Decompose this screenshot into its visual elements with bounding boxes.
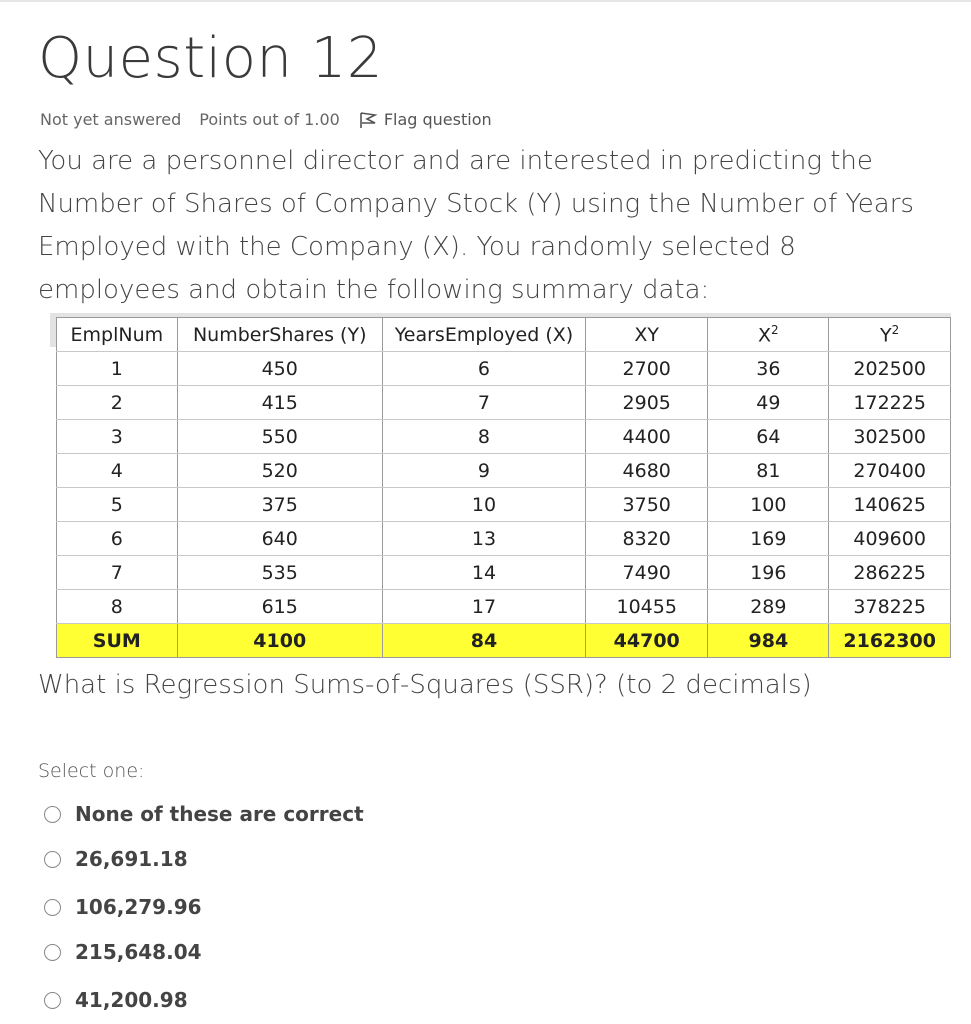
question-title: Question 12 [38, 26, 384, 91]
cell-x-squared: 49 [708, 386, 829, 420]
table-row [57, 488, 951, 522]
cell-x-squared: 169 [708, 522, 829, 556]
flag-question-label: Flag question [383, 110, 492, 129]
summary-data-table [56, 317, 951, 658]
table-row [57, 454, 951, 488]
table-row [57, 556, 951, 590]
option-4[interactable] [44, 940, 202, 964]
cell-x-squared: 36 [708, 352, 829, 386]
sum-cell-x-squared: 984 [708, 624, 829, 658]
cell-y-squared: 202500 [829, 352, 951, 386]
cell-numbershares: 415 [177, 386, 382, 420]
top-divider [0, 0, 971, 2]
flag-question-button[interactable] [358, 110, 492, 129]
table-row [57, 522, 951, 556]
cell-x-squared: 81 [708, 454, 829, 488]
option-none-correct[interactable] [44, 802, 364, 826]
cell-y-squared: 286225 [829, 556, 951, 590]
radio-button[interactable] [44, 806, 61, 823]
option-3[interactable] [44, 895, 202, 919]
option-label: 106,279.96 [75, 895, 202, 919]
option-label: None of these are correct [75, 802, 364, 826]
cell-emplnum: 2 [57, 386, 178, 420]
radio-button[interactable] [44, 851, 61, 868]
radio-button[interactable] [44, 992, 61, 1009]
cell-numbershares: 550 [177, 420, 382, 454]
cell-emplnum: 4 [57, 454, 178, 488]
sum-cell-emplnum: SUM [57, 624, 178, 658]
table-row [57, 420, 951, 454]
cell-y-squared: 378225 [829, 590, 951, 624]
cell-emplnum: 5 [57, 488, 178, 522]
cell-numbershares: 375 [177, 488, 382, 522]
cell-numbershares: 450 [177, 352, 382, 386]
header-x-squared: $X^2$ [708, 318, 829, 352]
option-5[interactable] [44, 988, 188, 1012]
cell-numbershares: 640 [177, 522, 382, 556]
cell-yearsemployed: 14 [382, 556, 585, 590]
cell-y-squared: 140625 [829, 488, 951, 522]
cell-xy: 2700 [586, 352, 708, 386]
cell-y-squared: 172225 [829, 386, 951, 420]
table-row [57, 352, 951, 386]
sum-cell-y-squared: 2162300 [829, 624, 951, 658]
table-row [57, 590, 951, 624]
cell-xy: 4680 [586, 454, 708, 488]
question-info [40, 110, 492, 129]
sum-cell-numbershares: 4100 [177, 624, 382, 658]
cell-numbershares: 615 [177, 590, 382, 624]
answer-status: Not yet answered [40, 110, 182, 129]
cell-yearsemployed: 7 [382, 386, 585, 420]
cell-y-squared: 270400 [829, 454, 951, 488]
cell-emplnum: 6 [57, 522, 178, 556]
radio-button[interactable] [44, 944, 61, 961]
cell-xy: 4400 [586, 420, 708, 454]
cell-x-squared: 289 [708, 590, 829, 624]
cell-y-squared: 409600 [829, 522, 951, 556]
points-label: Points out of 1.00 [199, 110, 340, 129]
option-label: 215,648.04 [75, 940, 202, 964]
cell-yearsemployed: 13 [382, 522, 585, 556]
flag-icon [358, 111, 378, 129]
cell-xy: 2905 [586, 386, 708, 420]
cell-xy: 7490 [586, 556, 708, 590]
header-y-squared: $Y^2$ [829, 318, 951, 352]
cell-yearsemployed: 17 [382, 590, 585, 624]
cell-y-squared: 302500 [829, 420, 951, 454]
option-label: 26,691.18 [75, 847, 188, 871]
header-yearsemployed: YearsEmployed (X) [382, 318, 585, 352]
header-numbershares: NumberShares (Y) [177, 318, 382, 352]
cell-emplnum: 8 [57, 590, 178, 624]
sum-cell-xy: 44700 [586, 624, 708, 658]
cell-xy: 3750 [586, 488, 708, 522]
cell-numbershares: 520 [177, 454, 382, 488]
cell-xy: 8320 [586, 522, 708, 556]
cell-yearsemployed: 6 [382, 352, 585, 386]
option-label: 41,200.98 [75, 988, 188, 1012]
cell-emplnum: 3 [57, 420, 178, 454]
sum-row [57, 624, 951, 658]
sub-question-text: What is Regression Sums-of-Squares (SSR)? (to 2 decimals) [38, 670, 812, 700]
table-header-row [57, 318, 951, 352]
cell-xy: 10455 [586, 590, 708, 624]
select-one-label: Select one: [38, 760, 145, 782]
cell-numbershares: 535 [177, 556, 382, 590]
question-text: You are a personnel director and are interested in predicting the Number of Shares of Company Stock (Y) using the Number of Years Employed with the Company (X). You randomly selected 8 employees and obtain the following summary data: [38, 146, 914, 305]
radio-button[interactable] [44, 899, 61, 916]
option-2[interactable] [44, 847, 188, 871]
cell-x-squared: 100 [708, 488, 829, 522]
table-row [57, 386, 951, 420]
cell-x-squared: 196 [708, 556, 829, 590]
cell-yearsemployed: 10 [382, 488, 585, 522]
cell-x-squared: 64 [708, 420, 829, 454]
header-xy: XY [586, 318, 708, 352]
cell-emplnum: 1 [57, 352, 178, 386]
sum-cell-yearsemployed: 84 [382, 624, 585, 658]
header-emplnum: EmplNum [57, 318, 178, 352]
cell-emplnum: 7 [57, 556, 178, 590]
cell-yearsemployed: 9 [382, 454, 585, 488]
cell-yearsemployed: 8 [382, 420, 585, 454]
